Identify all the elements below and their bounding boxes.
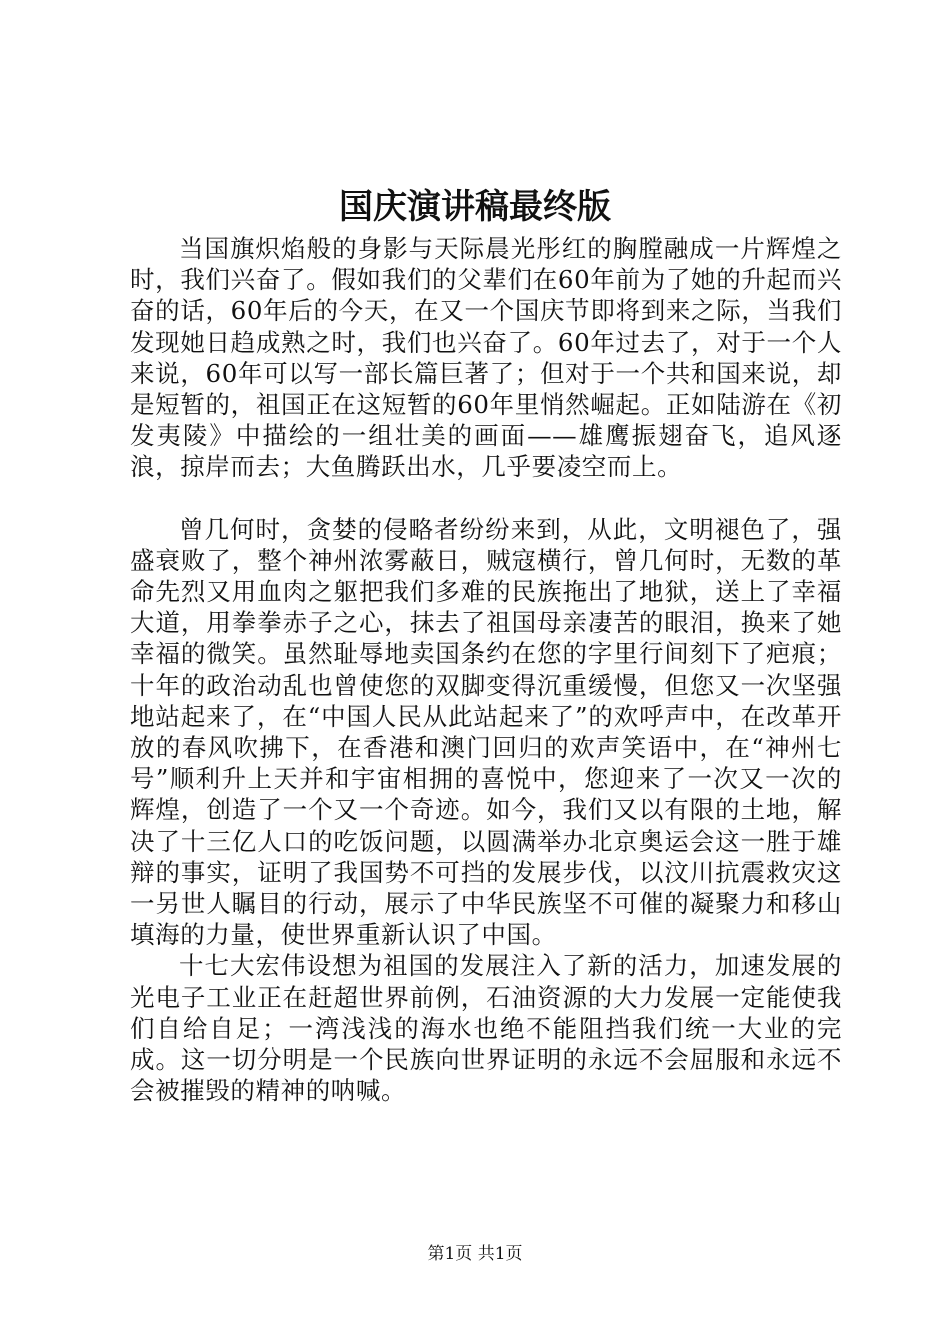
document-title: 国庆演讲稿最终版 [339,187,611,227]
page-number-footer: 第1页 共1页 [427,1244,523,1264]
document-body [130,233,842,1106]
paragraph-3: 十七大宏伟设想为祖国的发展注入了新的活力，加速发展的光电子工业正在赶超世界前例，石油资源的大力发展一定能使我们自给自足；一湾浅浅的海水也绝不能阻挡我们统一大业的完成。这一切分明是一个民族向世界证明的永远不会屈服和永远不会被摧毁的精神的呐喊。 [130,951,842,1106]
paragraph-1: 当国旗炽焰般的身影与天际晨光彤红的胸膛融成一片辉煌之时，我们兴奋了。假如我们的父辈们在60年前为了她的升起而兴奋的话，60年后的今天，在又一个国庆节即将到来之际，当我们发现她日趋成熟之时，我们也兴奋了。60年过去了，对于一个人来说，60年可以写一部长篇巨著了；但对于一个共和国来说，却是短暂的，祖国正在这短暂的60年里悄然崛起。正如陆游在《初发夷陵》中描绘的一组壮美的画面——雄鹰振翅奋飞，追风逐浪，掠岸而去；大鱼腾跃出水，几乎要凌空而上。 [130,234,842,482]
paragraph-2: 曾几何时，贪婪的侵略者纷纷来到，从此，文明褪色了，强盛衰败了，整个神州浓雾蔽日，贼寇横行，曾几何时，无数的革命先烈又用血肉之躯把我们多难的民族拖出了地狱，送上了幸福大道，用拳拳赤子之心，抹去了祖国母亲凄苦的眼泪，换来了她幸福的微笑。虽然耻辱地卖国条约在您的字里行间刻下了疤痕；十年的政治动乱也曾使您的双脚变得沉重缓慢，但您又一次坚强地站起来了，在“中国人民从此站起来了”的欢呼声中，在改革开放的春风吹拂下，在香港和澳门回归的欢声笑语中，在“神州七号”顺利升上天并和宇宙相拥的喜悦中，您迎来了一次又一次的辉煌，创造了一个又一个奇迹。如今，我们又以有限的土地，解决了十三亿人口的吃饭问题，以圆满举办北京奥运会这一胜于雄辩的事实，证明了我国势不可挡的发展步伐，以汶川抗震救灾这一另世人瞩目的行动，展示了中华民族坚不可催的凝聚力和移山填海的力量，使世界重新认识了中国。 [130,514,842,950]
